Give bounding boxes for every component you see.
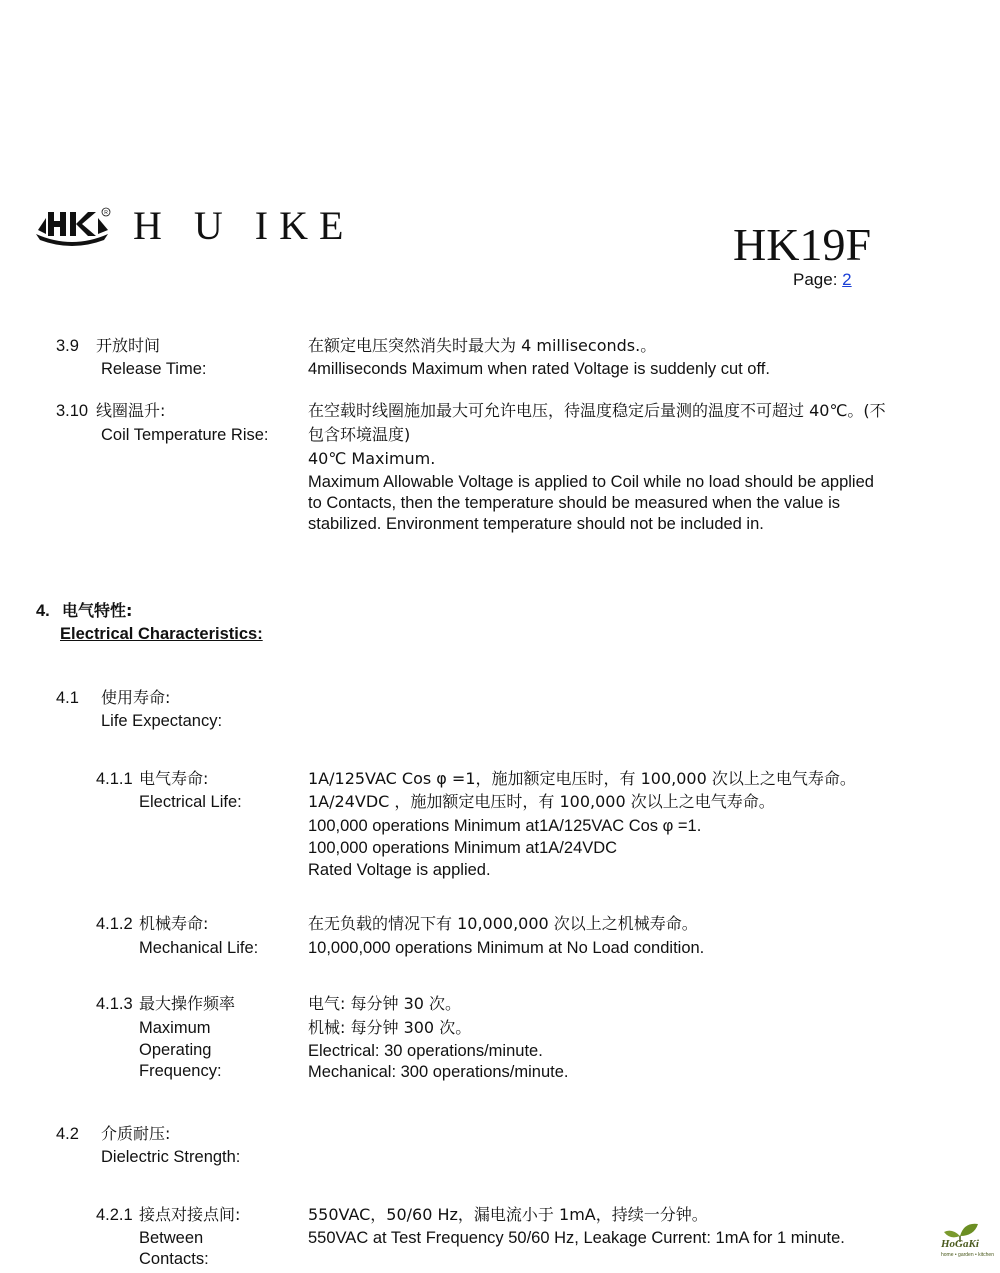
body-text: 包含环境温度) <box>308 425 411 444</box>
page-indicator <box>793 270 852 290</box>
section-number: 4.1.2 <box>96 915 133 933</box>
body-text: 1A/125VAC Cos φ =1，施加额定电压时，有 100,000 次以上之电气寿命。 <box>308 769 856 788</box>
body-text: 550VAC，50/60 Hz，漏电流小于 1mA，持续一分钟。 <box>308 1205 708 1224</box>
section-number: 4.2.1 <box>96 1206 133 1224</box>
section-title-cn: 线圈温升: <box>96 401 166 420</box>
body-text: 在无负载的情况下有 10,000,000 次以上之机械寿命。 <box>308 914 698 933</box>
section-title-en: Electrical Characteristics: <box>60 625 263 643</box>
body-text: 在空载时线圈施加最大可允许电压，待温度稳定后量测的温度不可超过 40℃。(不 <box>308 401 886 420</box>
body-text: 4milliseconds Maximum when rated Voltage is suddenly cut off. <box>308 360 770 378</box>
page-number-link[interactable]: 2 <box>842 270 852 289</box>
body-text: 在额定电压突然消失时最大为 4 milliseconds.。 <box>308 336 657 355</box>
page-label: Page: <box>793 270 838 289</box>
body-text: 1A/24VDC ，施加额定电压时，有 100,000 次以上之电气寿命。 <box>308 792 775 811</box>
section-number: 4. <box>36 602 50 620</box>
watermark-logo-text: HoGaKi <box>941 1238 979 1250</box>
section-number: 4.2 <box>56 1125 79 1143</box>
body-text: Electrical: 30 operations/minute. <box>308 1042 543 1060</box>
body-text: 100,000 operations Minimum at1A/125VAC Cos φ =1. <box>308 817 702 835</box>
section-number: 4.1 <box>56 689 79 707</box>
body-text: 100,000 operations Minimum at1A/24VDC <box>308 839 618 857</box>
section-title-cn: 接点对接点间: <box>139 1205 241 1224</box>
section-number: 3.10 <box>56 402 89 420</box>
watermark-tagline: home • garden • kitchen <box>941 1252 994 1258</box>
section-number: 4.1.3 <box>96 995 133 1013</box>
section-title-en: Frequency: <box>139 1062 222 1080</box>
section-title-cn: 电气特性: <box>62 601 133 620</box>
section-title-cn: 机械寿命: <box>139 914 209 933</box>
section-title-en: Release Time: <box>101 360 207 378</box>
section-title-cn: 使用寿命: <box>101 688 171 707</box>
section-title-en: Electrical Life: <box>139 793 242 811</box>
section-title-en: Life Expectancy: <box>101 712 223 730</box>
section-title-en: Dielectric Strength: <box>101 1148 241 1166</box>
body-text: 550VAC at Test Frequency 50/60 Hz, Leakage Current: 1mA for 1 minute. <box>308 1229 845 1247</box>
section-title-en: Mechanical Life: <box>139 939 259 957</box>
section-title-cn: 最大操作频率 <box>139 994 236 1013</box>
body-text: Mechanical: 300 operations/minute. <box>308 1063 569 1081</box>
section-title-cn: 电气寿命: <box>139 769 209 788</box>
body-text: 40℃ Maximum. <box>308 449 436 468</box>
section-number: 3.9 <box>56 337 79 355</box>
section-title-cn: 介质耐压: <box>101 1124 171 1143</box>
section-title-cn: 开放时间 <box>96 336 161 355</box>
svg-text:R: R <box>104 210 108 216</box>
brand-name: H U IKE <box>133 203 355 248</box>
body-text: Maximum Allowable Voltage is applied to Coil while no load should be applied <box>308 473 874 491</box>
body-text: Rated Voltage is applied. <box>308 861 491 879</box>
huike-logo-icon <box>32 204 112 248</box>
body-text: 电气: 每分钟 30 次。 <box>308 994 462 1013</box>
body-text: stabilized. Environment temperature should not be included in. <box>308 515 764 533</box>
section-title-en: Coil Temperature Rise: <box>101 426 269 444</box>
body-text: 机械: 每分钟 300 次。 <box>308 1018 472 1037</box>
section-title-en: Maximum <box>139 1019 211 1037</box>
section-title-en: Contacts: <box>139 1250 209 1268</box>
section-number: 4.1.1 <box>96 770 133 788</box>
section-title-en: Between <box>139 1229 204 1247</box>
body-text: to Contacts, then the temperature should be measured when the value is <box>308 494 840 512</box>
model-title: HK19F <box>733 219 872 270</box>
section-title-en: Operating <box>139 1041 212 1059</box>
body-text: 10,000,000 operations Minimum at No Load condition. <box>308 939 705 957</box>
